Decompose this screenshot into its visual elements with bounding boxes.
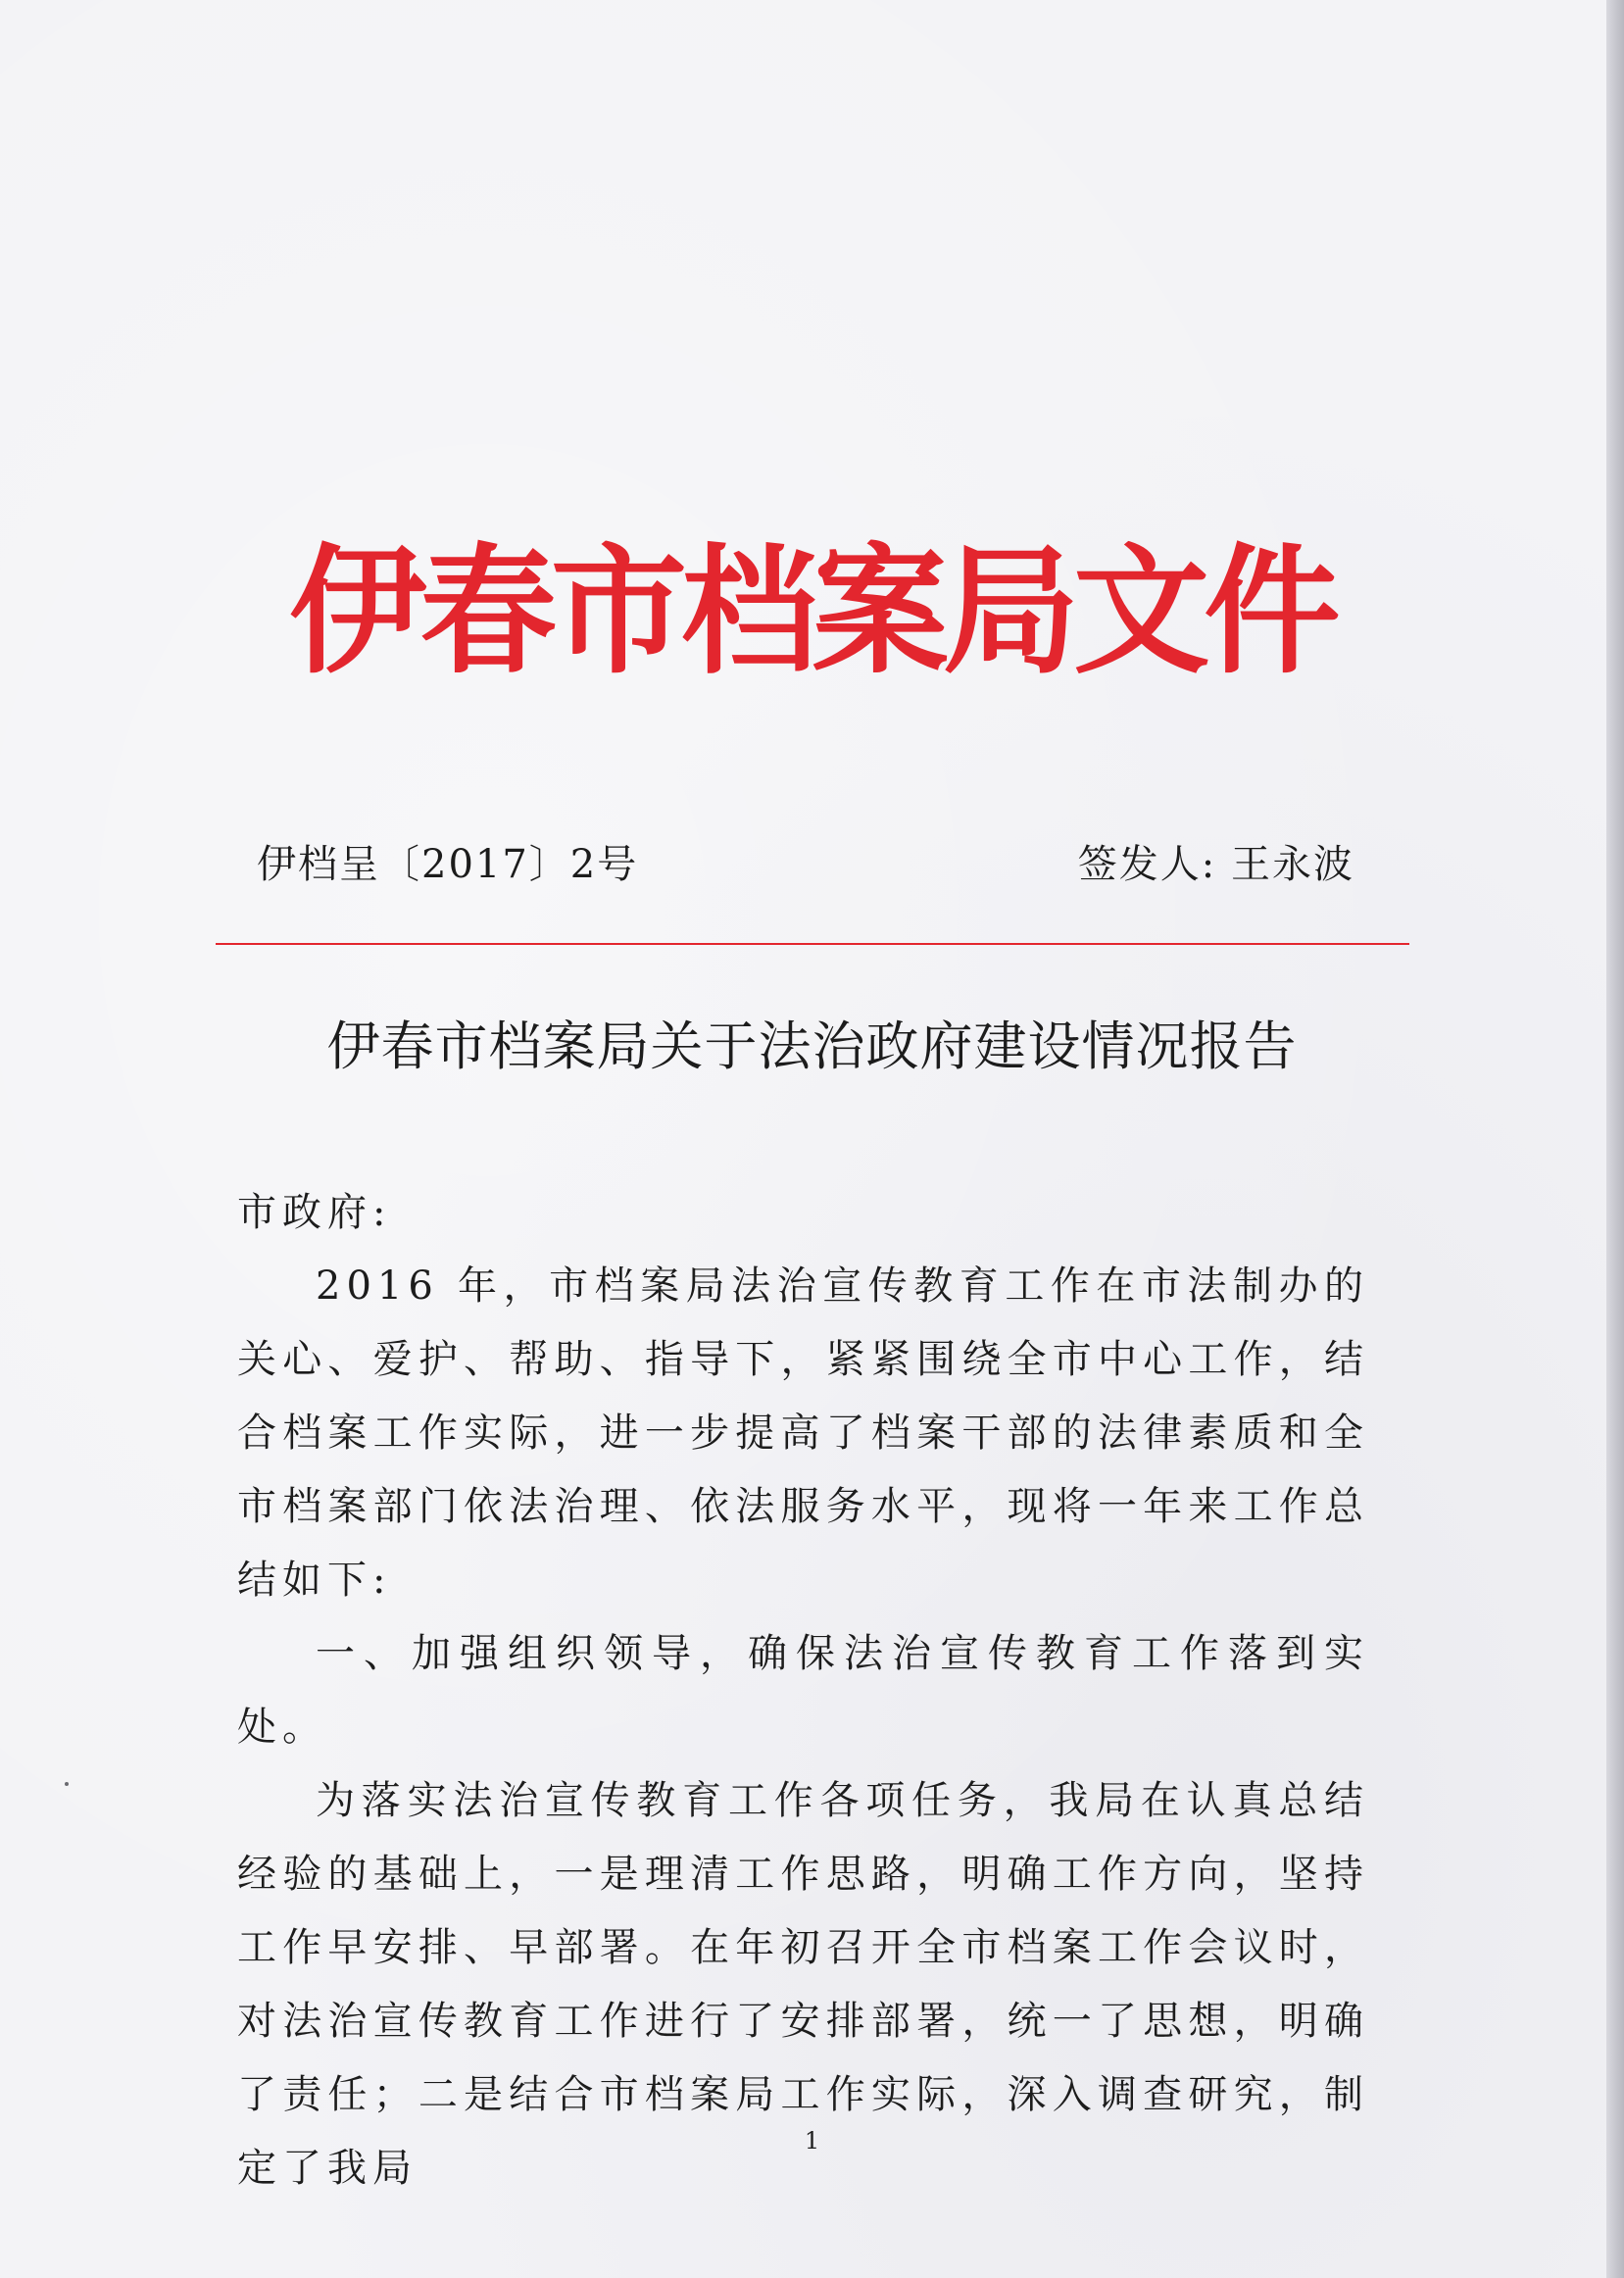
document-body <box>237 1176 1369 2205</box>
document-title: 伊春市档案局关于法治政府建设情况报告 <box>326 1015 1298 1077</box>
red-header-title: 伊春市档案局文件 <box>289 531 1335 693</box>
page-number: 1 <box>804 2127 820 2154</box>
red-divider-line <box>216 943 1409 945</box>
scan-edge <box>1606 0 1624 2278</box>
document-number: 伊档呈〔2017〕2号 <box>257 842 639 887</box>
salutation: 市政府: <box>237 1190 392 1235</box>
paragraph-intro: 2016 年，市档案局法治宣传教育工作在市法制办的关心、爱护、帮助、指导下，紧紧围绕全市中心工作，结合档案工作实际，进一步提高了档案干部的法律素质和全市档案部门依法治理、依法服务水平，现将一年来工作总结如下: <box>237 1263 1369 1603</box>
paragraph-section-1: 为落实法治宣传教育工作各项任务，我局在认真总结经验的基础上，一是理清工作思路，明确工作方向，坚持工作早安排、早部署。在年初召开全市档案工作会议时，对法治宣传教育工作进行了安排部署，统一了思想，明确了责任；二是结合市档案局工作实际，深入调查研究，制定了我局 <box>237 1778 1369 2191</box>
signer: 签发人: 王永波 <box>1077 842 1354 887</box>
section-heading-1: 一、加强组织领导，确保法治宣传教育工作落到实处。 <box>237 1631 1369 1750</box>
scan-speck <box>65 1782 69 1786</box>
